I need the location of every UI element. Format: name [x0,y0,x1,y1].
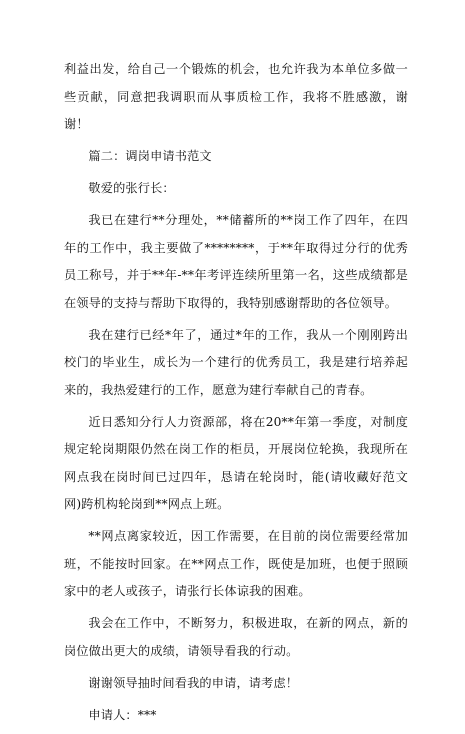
paragraph-rotation-request: 近日悉知分行人力资源部，将在20**年第一季度，对制度规定轮岗期限仍然在岗工作的柜员，开展岗位轮换，我现所在网点我在岗时间已过四年，恳请在轮岗时，能(请收藏好范文 网)跨机构轮岗到**网点上班。 [64,414,408,511]
paragraph-career-growth: 我在建行已经*年了，通过*年的工作，我从一个刚刚跨出校门的毕业生，成长为一个建行的优秀员工，我是建行培养起来的，我热爱建行的工作，愿意为建行奉献自己的青春。 [64,327,408,397]
salutation: 敬爱的张行长： [88,181,175,195]
paragraph-commitment: 我会在工作中，不断努力，积极进取，在新的网点，新的岗位做出更大的成绩，请领导看我的行动。 [64,616,408,658]
applicant-signature: 申请人：*** [88,707,157,722]
paragraph-personal-reason: **网点离家较近，因工作需要，在目前的岗位需要经常加班，不能按时回家。在**网点工作，既使是加班，也便于照顾家中的老人或孩子，请张行长体谅我的困难。 [64,529,408,598]
paragraph-thanks: 谢谢领导抽时间看我的申请，请考虑！ [88,675,299,690]
document-body [64,56,408,734]
paragraph-closing-previous: 利益出发，给自己一个锻炼的机会，也允许我为本单位多做一些贡献，同意把我调职而从事质检工作，我将不胜感激，谢谢！ [64,62,408,131]
paragraph-work-history: 我已在建行**分理处，**储蓄所的**岗工作了四年，在四年的工作中，我主要做了********，于**年取得过分行的优秀员工称号，并于**年-**年考评连续所里第一名，这些成绩都是在领导的支持与帮助下取得的，我特别感谢帮助的各位领导。 [64,213,408,310]
section-heading: 篇二：调岗申请书范文 [88,149,212,163]
